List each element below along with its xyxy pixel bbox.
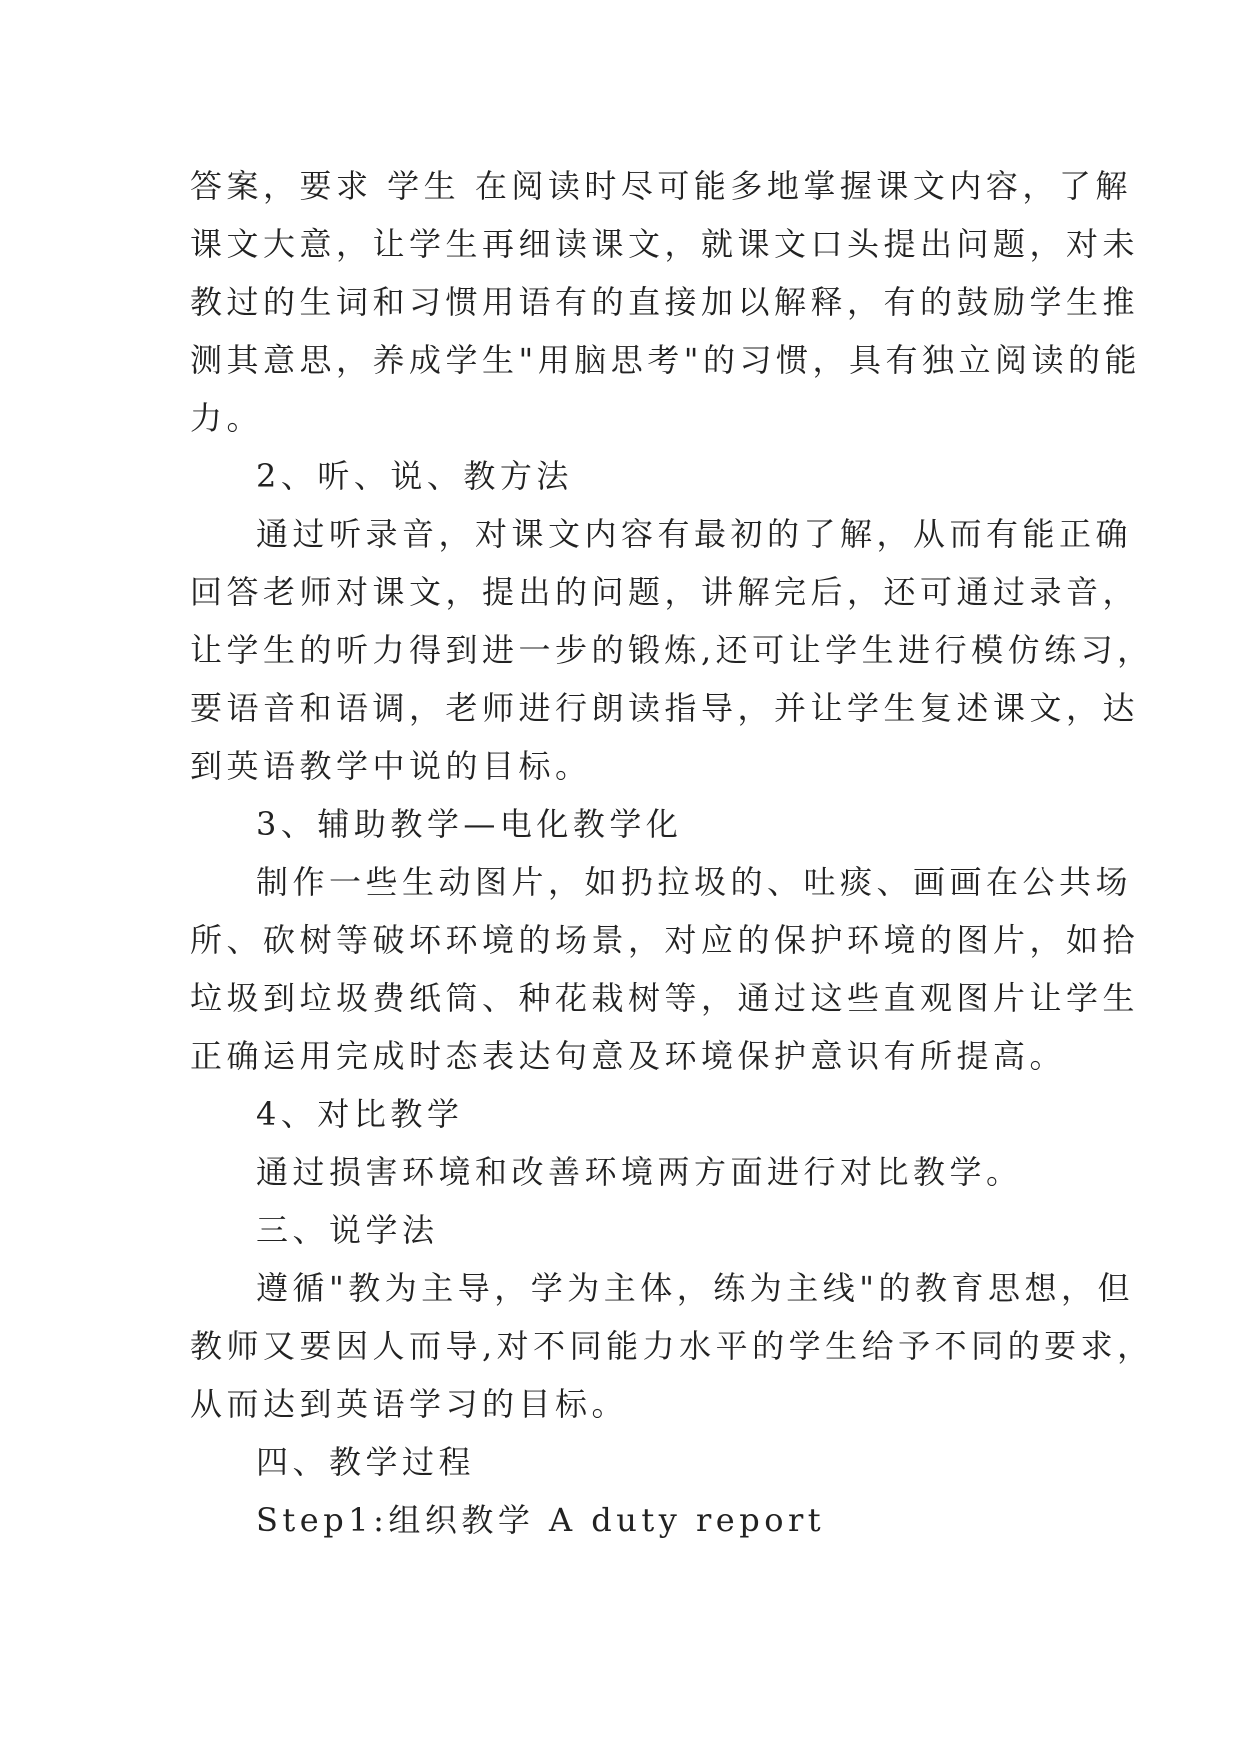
text-line-4: 测其意思，养成学生"用脑思考"的习惯，具有独立阅读的能 xyxy=(190,341,1141,379)
text-line-2: 课文大意，让学生再细读课文，就课文口头提出问题，对未 xyxy=(190,225,1140,263)
section-heading-listening: 2、听、说、教方法 xyxy=(256,457,573,495)
text-line-13: 制作一些生动图片，如扔拉圾的、吐痰、画画在公共场 xyxy=(256,863,1133,901)
section-heading-contrast: 4、对比教学 xyxy=(256,1095,464,1133)
text-line-10: 要语音和语调，老师进行朗读指导，并让学生复述课文，达 xyxy=(190,689,1140,727)
section-heading-learning-method: 三、说学法 xyxy=(256,1211,439,1249)
text-line-20: 遵循"教为主导，学为主体，练为主线"的教育思想，但 xyxy=(256,1269,1134,1307)
step-line: Step1:组织教学 A duty report xyxy=(256,1501,826,1539)
text-line-11: 到英语教学中说的目标。 xyxy=(190,747,592,785)
text-line-21: 教师又要因人而导,对不同能力水平的学生给予不同的要求， xyxy=(190,1327,1154,1365)
text-line-1: 答案，要求 学生 在阅读时尽可能多地掌握课文内容，了解 xyxy=(190,167,1132,205)
text-line-22: 从而达到英语学习的目标。 xyxy=(190,1385,629,1423)
text-line-16: 正确运用完成时态表达句意及环境保护意识有所提高。 xyxy=(190,1037,1067,1075)
text-line-7: 通过听录音，对课文内容有最初的了解，从而有能正确 xyxy=(256,515,1133,553)
text-line-8: 回答老师对课文，提出的问题，讲解完后，还可通过录音， xyxy=(190,573,1140,611)
text-line-15: 垃圾到垃圾费纸筒、种花栽树等，通过这些直观图片让学生 xyxy=(190,979,1140,1017)
text-line-9: 让学生的听力得到进一步的锻炼,还可让学生进行模仿练习， xyxy=(190,631,1154,669)
text-line-5: 力。 xyxy=(190,399,264,437)
text-line-18: 通过损害环境和改善环境两方面进行对比教学。 xyxy=(256,1153,1023,1191)
text-line-14: 所、砍树等破坏环境的场景，对应的保护环境的图片，如拾 xyxy=(190,921,1140,959)
text-line-3: 教过的生词和习惯用语有的直接加以解释，有的鼓励学生推 xyxy=(190,283,1140,321)
section-heading-aids: 3、辅助教学—电化教学化 xyxy=(256,805,683,843)
section-heading-process: 四、教学过程 xyxy=(256,1443,476,1481)
